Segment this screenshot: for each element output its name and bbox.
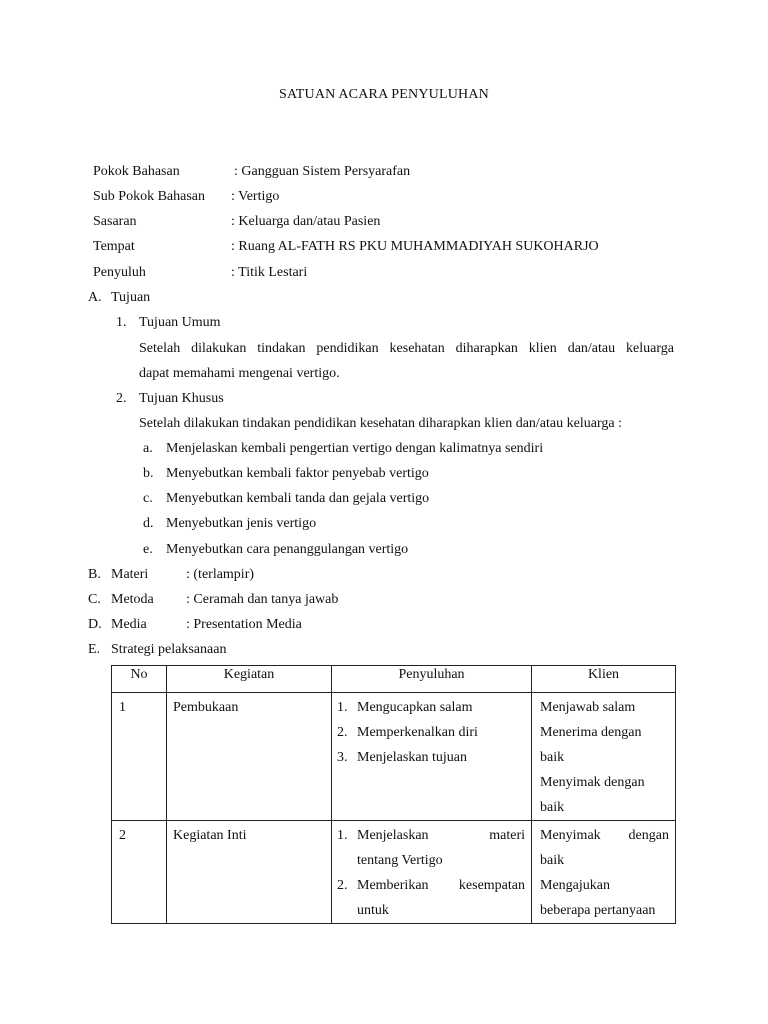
table-cell-kegiatan: Kegiatan Inti: [167, 821, 332, 924]
table-row: [112, 693, 676, 821]
list-item: [337, 720, 525, 745]
table-header-no: No: [112, 666, 167, 693]
info-value-tempat: : Ruang AL-FATH RS PKU MUHAMMADIYAH SUKOHARJO: [231, 239, 599, 254]
section-b-label: Materi: [111, 567, 149, 582]
list-item-text-line: untuk: [357, 903, 389, 918]
table-cell-penyuluhan: [332, 821, 532, 924]
klien-line: baik: [540, 750, 565, 765]
table-header-row: [112, 666, 676, 693]
list-item-text-line: Memberikan kesempatan: [357, 878, 525, 893]
list-item-number: 1.: [337, 700, 348, 715]
klien-line: Menjawab salam: [540, 700, 636, 715]
section-d-label: Media: [111, 617, 147, 632]
list-item: [337, 873, 525, 923]
tujuan-khusus-item-b: Menyebutkan kembali faktor penyebab vertigo: [166, 466, 429, 481]
tujuan-umum-line-1: Setelah dilakukan tindakan pendidikan kesehatan diharapkan klien dan/atau keluarga: [139, 341, 674, 356]
section-c-value: : Ceramah dan tanya jawab: [186, 592, 339, 607]
tujuan-umum-title: Tujuan Umum: [139, 315, 221, 330]
tujuan-khusus-item-e-letter: e.: [143, 542, 153, 557]
tujuan-umum-line-2: dapat memahami mengenai vertigo.: [139, 366, 340, 381]
klien-line: beberapa pertanyaan: [540, 903, 656, 918]
tujuan-khusus-title: Tujuan Khusus: [139, 391, 224, 406]
klien-line: Menyimak dengan: [540, 775, 645, 790]
list-item: [337, 695, 525, 720]
section-e-title: Strategi pelaksanaan: [111, 642, 227, 657]
list-item-number: 1.: [337, 828, 348, 843]
klien-line: baik: [540, 800, 565, 815]
table-cell-klien: [532, 693, 676, 821]
list-item-text: Menjelaskan tujuan: [357, 750, 468, 765]
info-value-sub-pokok-bahasan: : Vertigo: [231, 189, 280, 204]
tujuan-khusus-intro: Setelah dilakukan tindakan pendidikan kesehatan diharapkan klien dan/atau keluarga :: [139, 416, 622, 431]
klien-line: baik: [540, 853, 565, 868]
klien-line: Mengajukan: [540, 878, 610, 893]
table-header-kegiatan: Kegiatan: [167, 666, 332, 693]
tujuan-khusus-number: 2.: [116, 391, 127, 406]
section-d-letter: D.: [88, 617, 102, 632]
document-title: SATUAN ACARA PENYULUHAN: [279, 87, 489, 102]
klien-line: Menerima dengan: [540, 725, 642, 740]
list-item-number: 3.: [337, 750, 348, 765]
tujuan-khusus-item-a: Menjelaskan kembali pengertian vertigo dengan kalimatnya sendiri: [166, 441, 544, 456]
list-item-number: 2.: [337, 878, 348, 893]
tujuan-khusus-item-b-letter: b.: [143, 466, 154, 481]
penyuluhan-list: [337, 695, 525, 770]
list-item-text: Memperkenalkan diri: [357, 725, 478, 740]
klien-line: Menyimak dengan: [540, 828, 669, 843]
info-value-sasaran: : Keluarga dan/atau Pasien: [231, 214, 381, 229]
strategy-table: [111, 665, 676, 924]
info-value-pokok-bahasan: : Gangguan Sistem Persyarafan: [234, 164, 411, 179]
table-header-klien: Klien: [532, 666, 676, 693]
info-label-tempat: Tempat: [93, 239, 135, 254]
list-item: [337, 823, 525, 873]
table-row: [112, 821, 676, 924]
tujuan-khusus-item-e: Menyebutkan cara penanggulangan vertigo: [166, 542, 409, 557]
list-item: [337, 745, 525, 770]
tujuan-khusus-item-c-letter: c.: [143, 491, 153, 506]
section-c-label: Metoda: [111, 592, 154, 607]
list-item-text: Mengucapkan salam: [357, 700, 473, 715]
info-label-penyuluh: Penyuluh: [93, 265, 146, 280]
tujuan-khusus-item-c: Menyebutkan kembali tanda dan gejala vertigo: [166, 491, 430, 506]
list-item-text-line: Menjelaskan materi: [357, 828, 525, 843]
tujuan-khusus-item-d-letter: d.: [143, 516, 154, 531]
section-d-value: : Presentation Media: [186, 617, 302, 632]
section-a-title: Tujuan: [111, 290, 151, 305]
list-item-number: 2.: [337, 725, 348, 740]
info-label-sasaran: Sasaran: [93, 214, 137, 229]
tujuan-umum-number: 1.: [116, 315, 127, 330]
tujuan-khusus-item-a-letter: a.: [143, 441, 153, 456]
table-cell-no: 1: [112, 693, 167, 821]
table-header-penyuluhan: Penyuluhan: [332, 666, 532, 693]
info-label-sub-pokok-bahasan: Sub Pokok Bahasan: [93, 189, 205, 204]
table-cell-klien: [532, 821, 676, 924]
table-cell-no: 2: [112, 821, 167, 924]
info-label-pokok-bahasan: Pokok Bahasan: [93, 164, 180, 179]
table-cell-kegiatan: Pembukaan: [167, 693, 332, 821]
section-b-value: : (terlampir): [186, 567, 255, 582]
section-e-letter: E.: [88, 642, 101, 657]
info-value-penyuluh: : Titik Lestari: [231, 265, 308, 280]
table-cell-penyuluhan: [332, 693, 532, 821]
penyuluhan-list: [337, 823, 525, 923]
tujuan-khusus-item-d: Menyebutkan jenis vertigo: [166, 516, 317, 531]
section-b-letter: B.: [88, 567, 101, 582]
section-a-letter: A.: [88, 290, 102, 305]
list-item-text-line: tentang Vertigo: [357, 853, 443, 868]
section-c-letter: C.: [88, 592, 101, 607]
